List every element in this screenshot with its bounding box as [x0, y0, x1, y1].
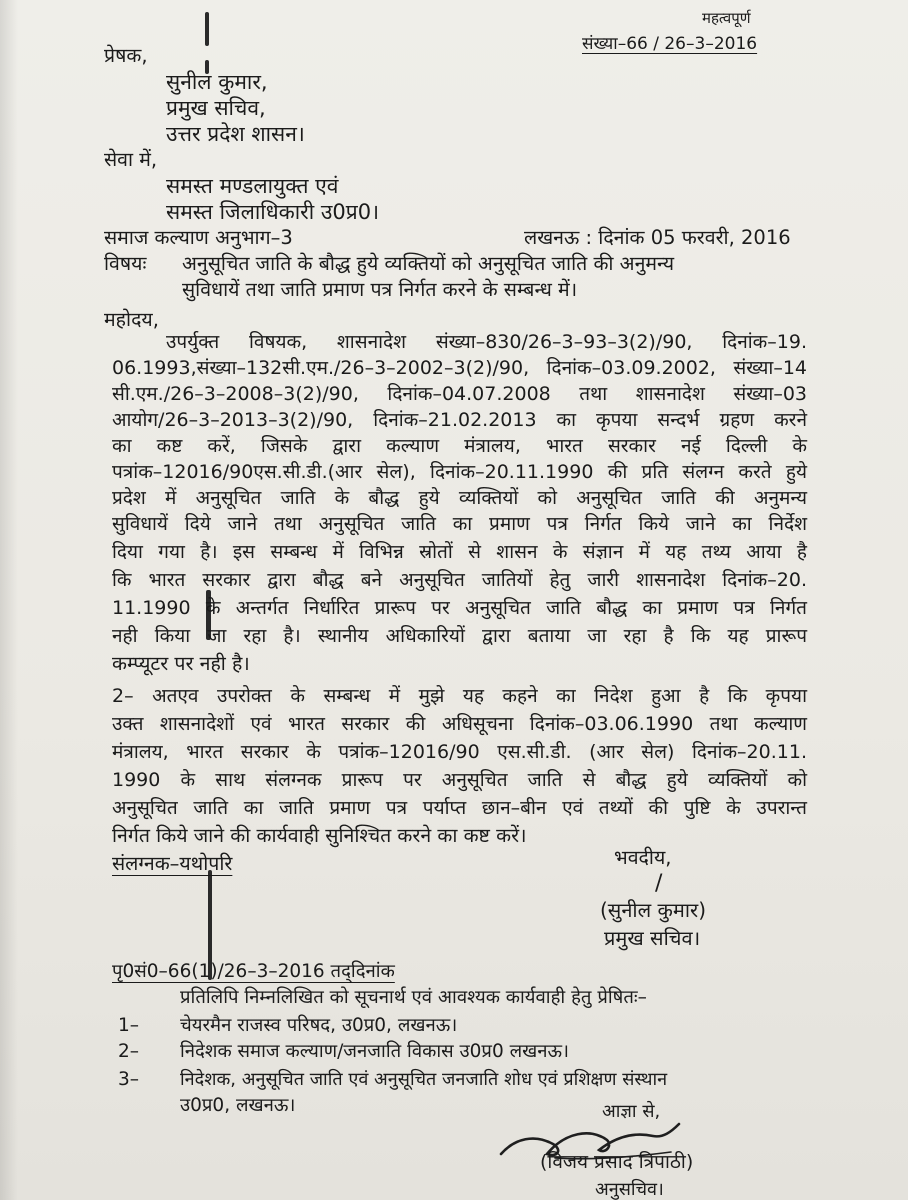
para1-line: कि भारत सरकार द्वारा बौद्ध बने अनुसूचित जातियों हेतु जारी शासनादेश दिनांक–20. [112, 569, 807, 591]
by-order: आज्ञा से, [602, 1101, 661, 1122]
letter-number: संख्या–66 / 26–3–2016 [582, 34, 758, 54]
copy-item-number: 3– [118, 1069, 140, 1090]
para1-line: पत्रांक–12016/90एस.सी.डी.(आर सेल), दिनांक–20.11.1990 की प्रति संलग्न करते हुये [112, 461, 807, 483]
recipient-line1: समस्त मण्डलायुक्त एवं [166, 174, 339, 198]
copy-intro: प्रतिलिपि निम्नलिखित को सूचनार्थ एवं आवश्यक कार्यवाही हेतु प्रेषितः– [180, 987, 647, 1008]
recipient-label: सेवा में, [104, 148, 158, 171]
para2-line: उक्त शासनादेशों एवं भारत सरकार की अधिसूचना दिनांक–03.06.1990 तथा कल्याण [112, 713, 807, 735]
date-line: लखनऊ : दिनांक 05 फरवरी, 2016 [524, 226, 791, 249]
order-designation: अनुसचिव। [595, 1179, 664, 1200]
copy-item-number: 1– [118, 1015, 140, 1036]
copy-item-text: निदेशक, अनुसूचित जाति एवं अनुसूचित जनजाति शोध एवं प्रशिक्षण संस्थान [180, 1069, 668, 1090]
copy-item-text: चेयरमैन राजस्व परिषद, उ0प्र0, लखनऊ। [180, 1015, 458, 1036]
sender-office: उत्तर प्रदेश शासन। [166, 122, 305, 146]
para2-line: अनुसूचित जाति का जाति प्रमाण पत्र पर्याप्त छान–बीन एवं तथ्यों की पुष्टि के उपरान्त [112, 797, 807, 819]
copy-item-number: 2– [118, 1041, 140, 1062]
para1-line-last: कम्प्यूटर पर नही है। [112, 652, 250, 675]
para2-line: 1990 के साथ संलग्नक प्रारूप पर अनुसूचित जाति से बौद्ध हुये व्यक्तियों को [112, 769, 807, 791]
para2-line-last: निर्गत किये जाने की कार्यवाही सुनिश्चित करने का कष्ट करें। [112, 824, 527, 847]
important-mark: महत्वपूर्ण [702, 9, 751, 27]
subject-label: विषयः [104, 252, 147, 275]
copy-item-text: निदेशक समाज कल्याण/जनजाति विकास उ0प्र0 लखनऊ। [180, 1041, 570, 1062]
sender-name: सुनील कुमार, [166, 70, 268, 94]
para1-line: प्रदेश में अनुसूचित जाति के बौद्ध हुये व्यक्तियों को अनुसूचित जाति की अनुमन्य [112, 487, 807, 509]
para1-line: उपर्युक्त विषयक, शासनादेश संख्या–830/26–3–93–3(2)/90, दिनांक–19. [166, 331, 807, 353]
para1-line: का कष्ट करें, जिसके द्वारा कल्याण मंत्रालय, भारत सरकार नई दिल्ली के [112, 435, 807, 457]
subject-line1: अनुसूचित जाति के बौद्ध हुये व्यक्तियों को अनुसूचित जाति की अनुमन्य [182, 252, 675, 275]
closing-designation: प्रमुख सचिव। [604, 926, 701, 950]
para2-line: मंत्रालय, भारत सरकार के पत्रांक–12016/90 एस.सी.डी. (आर सेल) दिनांक–20.11. [112, 741, 807, 763]
order-name: (विजय प्रसाद त्रिपाठी) [540, 1151, 694, 1173]
para1-line: दिया गया है। इस सम्बन्ध में विभिन्न स्रोतों से शासन के संज्ञान में यह तथ्य आया है [112, 541, 807, 563]
para1-line: 11.1990 के अन्तर्गत निर्धारित प्रारूप पर अनुसूचित जाति बौद्ध का प्रमाण पत्र निर्गत [112, 597, 807, 619]
punch-mark-top [205, 12, 209, 46]
sender-designation: प्रमुख सचिव, [166, 96, 266, 120]
para1-line: नही किया जा रहा है। स्थानीय अधिकारियों द्वारा बताया जा रहा है कि यह प्रारूप [112, 625, 807, 647]
para1-line: आयोग/26–3–2013–3(2)/90, दिनांक–21.02.2013 का कृपया सन्दर्भ ग्रहण करने [112, 409, 807, 431]
para2-line: 2– अतएव उपरोक्त के सम्बन्ध में मुझे यह कहने का निदेश हुआ है कि कृपया [112, 685, 807, 707]
closing-name: (सुनील कुमार) [600, 898, 707, 922]
sender-label: प्रेषक, [104, 44, 148, 67]
section-name: समाज कल्याण अनुभाग–3 [104, 226, 293, 249]
enclosure-note: संलग्नक–यथोपरि [112, 852, 233, 875]
subject-line2: सुविधायें तथा जाति प्रमाण पत्र निर्गत करने के सम्बन्ध में। [182, 278, 578, 301]
recipient-line2: समस्त जिलाधिकारी उ0प्र0। [166, 200, 380, 224]
copy-reference: पृ0सं0–66(1)/26–3–2016 तद्‌दिनांक [112, 961, 395, 982]
closing-yours: भवदीय, [614, 846, 672, 869]
copy-item3-continuation: उ0प्र0, लखनऊ। [180, 1095, 296, 1116]
closing-mark: / [655, 871, 663, 896]
para1-line: सी.एम./26–3–2008–3(2)/90, दिनांक–04.07.2008 तथा शासनादेश संख्या–03 [112, 383, 807, 405]
para1-line: 06.1993,संख्या–132सी.एम./26–3–2002–3(2)/90, दिनांक–03.09.2002, संख्या–14 [112, 357, 807, 379]
para1-line: सुविधायें दिये जाने तथा अनुसूचित जाति का प्रमाण पत्र निर्गत किये जाने का निर्देश [112, 513, 807, 535]
salutation: महोदय, [104, 308, 159, 331]
